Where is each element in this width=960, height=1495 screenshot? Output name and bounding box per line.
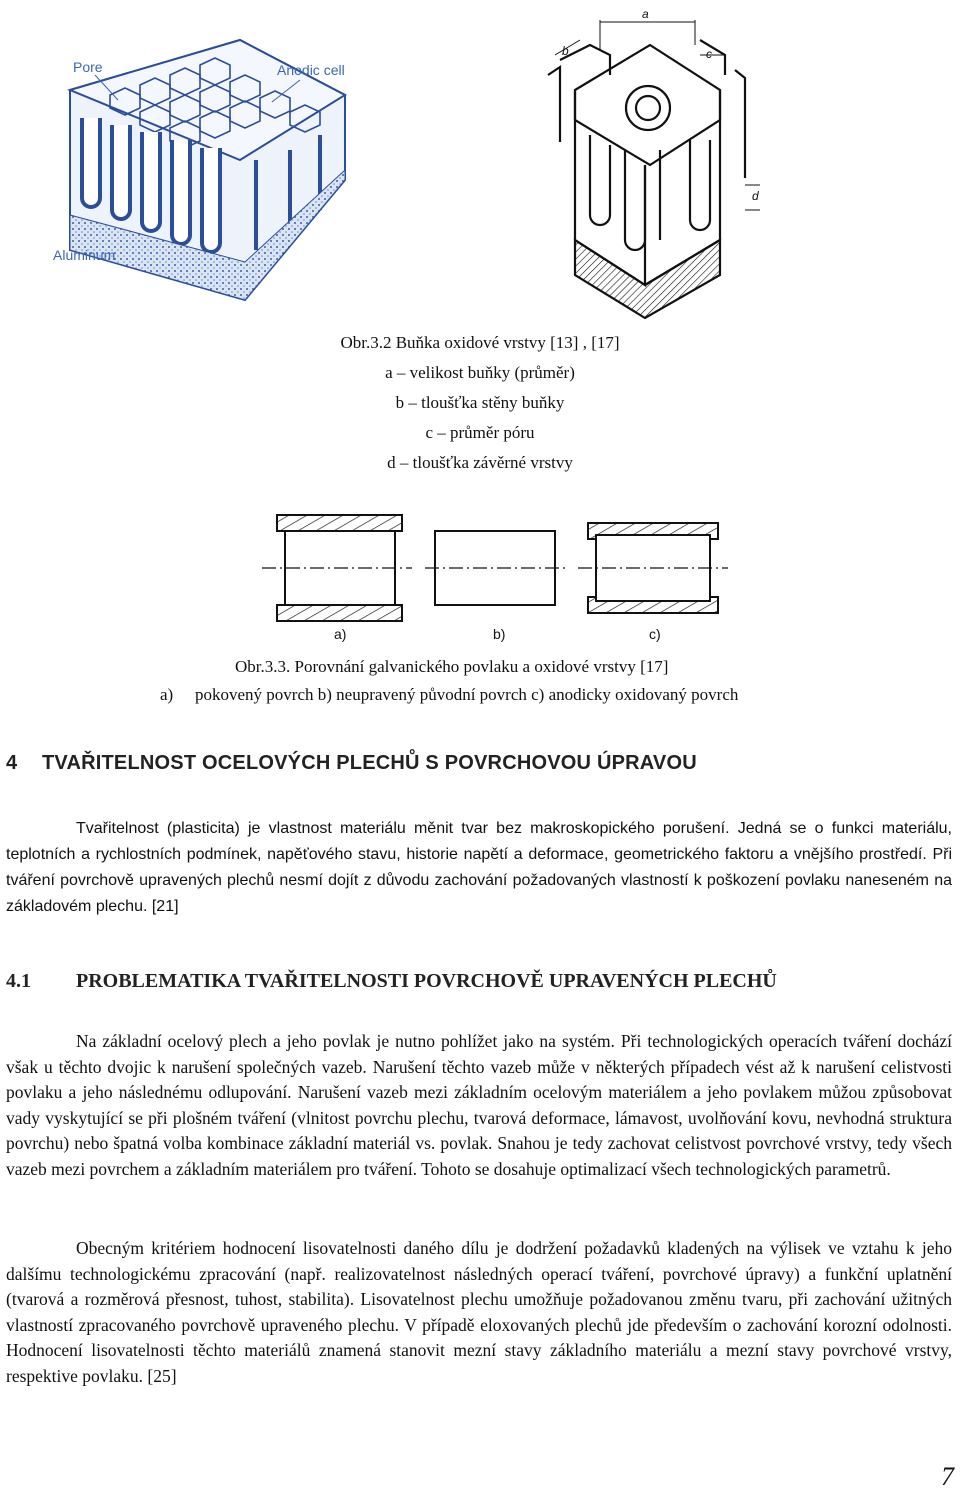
section-4-title: TVAŘITELNOST OCELOVÝCH PLECHŮ S POVRCHOVOU ÚPRAVOU — [42, 752, 697, 774]
anodic-cell-label: Anodic cell — [277, 62, 345, 78]
figure2-caption: Obr.3.3. Porovnání galvanického povlaku a oxidové vrstvy [17] — [235, 657, 669, 676]
aluminum-label: Aluminum — [53, 247, 116, 263]
section-41-number: 4.1 — [6, 970, 31, 992]
figure-a-drawing — [262, 515, 412, 621]
figure-b-drawing — [425, 531, 568, 605]
coating-comparison-figure — [0, 505, 960, 645]
figure2-legend — [160, 682, 738, 708]
figure-a-label: a) — [334, 626, 347, 642]
caption-title: Obr.3.2 Buňka oxidové vrstvy [13] , [17] — [340, 333, 620, 352]
figure-b-label: b) — [493, 626, 506, 642]
figure-c-label: c) — [649, 626, 661, 642]
page-number: 7 — [941, 1462, 954, 1491]
caption-line-b: b – tloušťka stěny buňky — [395, 393, 565, 412]
figure-c-drawing — [578, 523, 728, 613]
section-4-heading — [6, 752, 697, 775]
caption-line-d: d – tloušťka závěrné vrstvy — [387, 453, 573, 472]
caption-line-a: a – velikost buňky (průměr) — [385, 363, 575, 382]
cell-schematic — [548, 20, 760, 318]
section-41-paragraph-2: Obecným kritériem hodnocení lisovatelnosti daného dílu je dodržení požadavků kladených na výlisek ve vztahu k jeho dalšímu technologickému zpracování (např. realizovatelnost následných operací tváření, povrchové úpravy) a funkční uplatnění (tvarová a rozměrová přesnost, tuhost, stabilita). Lisovatelnost plechu umožňuje požadovanou změnu tvaru, při zachování užitných vlastností zpracovaného povrchově upraveného plechu. V případě eloxovaných plechů jde především o zachování korozní odolnosti. Hodnocení lisovatelnosti těchto materiálů znamená stanovit mezní stavy základního materiálu a mezní stavy povrchové vrstvy, respektive povlaku. [25] — [6, 1238, 952, 1386]
figure2-legend-prefix: a) — [160, 685, 174, 704]
dimension-b-label: b — [562, 44, 569, 58]
dimension-a-label: a — [642, 7, 649, 21]
section-4-number: 4 — [6, 752, 18, 774]
section-41-title: PROBLEMATIKA TVAŘITELNOSTI POVRCHOVĚ UPRAVENÝCH PLECHŮ — [76, 970, 777, 992]
figure2-legend-text: pokovený povrch b) neupravený původní povrch c) anodicky oxidovaný povrch — [195, 685, 739, 704]
figure1-caption — [0, 328, 960, 478]
pore-label: Pore — [73, 59, 103, 75]
anodic-cell-block — [53, 40, 345, 300]
section-4-paragraph: Tvařitelnost (plasticita) je vlastnost materiálu měnit tvar bez makroskopického porušení. Jedná se o funkci materiálu, teplotních a rychlostních podmínek, napěťového stavu, historie napětí a deformace, geometrického faktoru a vnějšího prostředí. Při tváření povrchově upravených plechů nesmí dojít z důvodu zachování požadovaných vlastností k poškození povlaku naneseném na základovém plechu. [21] — [6, 820, 952, 915]
caption-line-c: c – průměr póru — [425, 423, 535, 442]
section-41-heading — [6, 970, 777, 993]
dimension-c-label: c — [706, 47, 712, 61]
anodic-cell-figure — [0, 0, 960, 320]
section-41-paragraph-1: Na základní ocelový plech a jeho povlak je nutno pohlížet jako na systém. Při technologických operacích tváření dochází však u těchto dvojic k narušení společných vazeb. Narušení těchto vazeb může v některých případech vést až k narušení celistvosti povlaku a jeho následnému odlupování. Narušení vazeb mezi základním ocelovým materiálem a jeho povlakem můžou způsobovat vady vyskytující se při plošném tváření (vlnitost povrchu plechu, tvarová deformace, lámavost, uvolňování kovu, nevhodná struktura povrchu) nebo špatná volba kombinace základní materiál vs. povlak. Snahou je tedy zachovat celistvost povrchové vrstvy, tedy všech vazeb mezi povrchem a základním materiálem pro tváření. Tohoto se dosahuje optimalizací všech technologických parametrů. — [6, 1031, 952, 1179]
dimension-d-label: d — [752, 189, 759, 203]
